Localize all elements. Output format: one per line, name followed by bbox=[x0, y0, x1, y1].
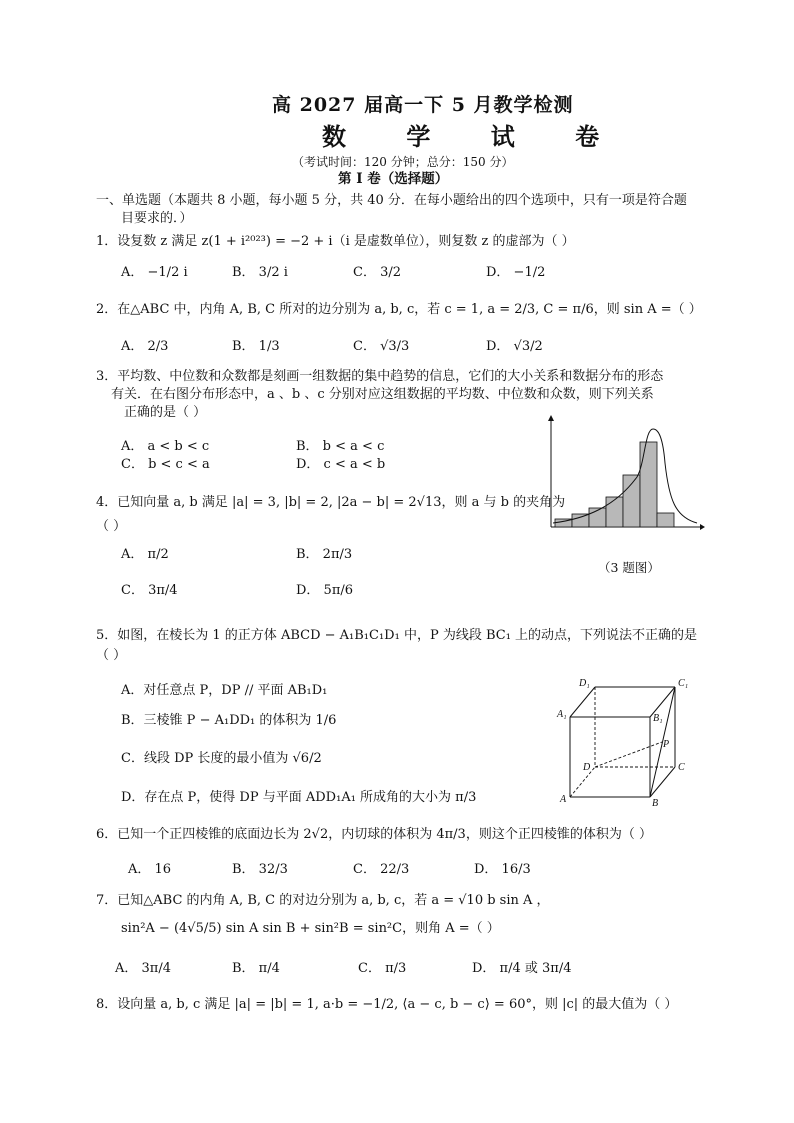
cube-label-c: C bbox=[678, 762, 685, 773]
question-2-option-d: D． √3/2 bbox=[486, 339, 543, 354]
question-1-option-a: A． −1/2 i bbox=[121, 265, 188, 280]
question-6-option-a: A． 16 bbox=[128, 862, 172, 877]
histogram-bar bbox=[657, 513, 674, 527]
question-2-option-c: C． √3/3 bbox=[353, 339, 410, 354]
question-7-option-d: D． π/4 或 3π/4 bbox=[472, 961, 572, 976]
question-5-stem-line1: 5．如图，在棱长为 1 的正方体 ABCD − A₁B₁C₁D₁ 中，P 为线段 BC₁ 上的动点，下列说法不正确的是 bbox=[96, 628, 698, 643]
question-3-option-c: C． b < c < a bbox=[121, 457, 210, 472]
question-3-stem-line2: 有关．在右图分布形态中，a 、b 、c 分别对应这组数据的平均数、中位数和众数，则下列关系 bbox=[111, 387, 654, 402]
question-6-option-d: D． 16/3 bbox=[474, 862, 531, 877]
histogram-bar bbox=[606, 497, 623, 527]
question-1-stem: 1．设复数 z 满足 z(1 + i²⁰²³) = −2 + i（i 是虚数单位），则复数 z 的虚部为（ ） bbox=[96, 234, 575, 249]
question-3-stem-line3: 正确的是（ ） bbox=[124, 405, 207, 420]
cube-label-p: P bbox=[663, 739, 670, 750]
question-4-stem-line1: 4．已知向量 a, b 满足 |a| = 3, |b| = 2, |2a − b| = 2√13，则 a 与 b 的夹角为 bbox=[96, 495, 566, 510]
cube-label-a: A bbox=[560, 794, 567, 805]
question-7-option-c: C． π/3 bbox=[358, 961, 407, 976]
question-6-option-b: B． 32/3 bbox=[232, 862, 288, 877]
cube-label-c1: C₁ bbox=[678, 678, 689, 689]
y-axis-arrow bbox=[548, 415, 554, 421]
question-5-option-d: D．存在点 P，使得 DP 与平面 ADD₁A₁ 所成角的大小为 π/3 bbox=[121, 790, 477, 805]
question-4-option-c: C． 3π/4 bbox=[121, 583, 178, 598]
exam-subject-title: 数 学 试 卷 bbox=[322, 122, 626, 151]
exam-time-info: （考试时间：120 分钟；总分：150 分） bbox=[292, 155, 514, 169]
section1-instructions: 一、单选题（本题共 8 小题，每小题 5 分，共 40 分．在每小题给出的四个选项中，只有一项是符合题 bbox=[96, 193, 687, 208]
question-2-option-b: B． 1/3 bbox=[232, 339, 280, 354]
histogram-bar bbox=[589, 508, 606, 527]
question-1-option-b: B． 3/2 i bbox=[232, 265, 288, 280]
question-6-option-c: C． 22/3 bbox=[353, 862, 410, 877]
question-1-option-c: C． 3/2 bbox=[353, 265, 402, 280]
question-5-option-c: C．线段 DP 长度的最小值为 √6/2 bbox=[121, 751, 322, 766]
question-5-option-b: B．三棱锥 P − A₁DD₁ 的体积为 1/6 bbox=[121, 713, 337, 728]
cube-label-d1: D₁ bbox=[579, 678, 590, 689]
exam-header-title: 高 2027 届高一下 5 月教学检测 bbox=[272, 94, 574, 116]
question-3-option-d: D． c < a < b bbox=[296, 457, 386, 472]
histogram-bar bbox=[572, 514, 589, 527]
question-7-stem-line2: sin²A − (4√5/5) sin A sin B + sin²B = sin²C，则角 A =（ ） bbox=[121, 921, 500, 936]
question-7-stem-line1: 7．已知△ABC 的内角 A, B, C 的对边分别为 a, b, c，若 a = √10 b sin A ， bbox=[96, 893, 550, 908]
question-1-option-d: D． −1/2 bbox=[486, 265, 546, 280]
question-4-option-a: A． π/2 bbox=[121, 547, 169, 562]
question-3-option-a: A． a < b < c bbox=[121, 439, 210, 454]
cube-label-a1: A₁ bbox=[557, 709, 567, 720]
question-8-stem: 8．设向量 a, b, c 满足 |a| = |b| = 1, a·b = −1/2, ⟨a − c, b − c⟩ = 60°，则 |c| 的最大值为（ ） bbox=[96, 997, 678, 1012]
cube-label-d: D bbox=[583, 762, 591, 773]
q5-cube-figure bbox=[555, 675, 695, 810]
histogram-bar bbox=[640, 442, 657, 527]
section-part-title: 第 I 卷（选择题） bbox=[338, 171, 449, 187]
question-4-option-d: D． 5π/6 bbox=[296, 583, 354, 598]
question-3-stem-line1: 3．平均数、中位数和众数都是刻画一组数据的集中趋势的信息，它们的大小关系和数据分布的形态 bbox=[96, 369, 664, 384]
question-3-option-b: B． b < a < c bbox=[296, 439, 385, 454]
question-4-stem-line2: （ ） bbox=[96, 519, 127, 534]
question-2-option-a: A． 2/3 bbox=[121, 339, 169, 354]
question-2-stem: 2．在△ABC 中，内角 A, B, C 所对的边分别为 a, b, c，若 c = 1, a = 2/3, C = π/6，则 sin A =（ ） bbox=[96, 302, 702, 317]
question-7-option-a: A． 3π/4 bbox=[115, 961, 171, 976]
question-5-stem-line2: （ ） bbox=[96, 648, 127, 663]
q3-distribution-figure bbox=[545, 415, 705, 533]
question-6-stem: 6．已知一个正四棱锥的底面边长为 2√2，内切球的体积为 4π/3，则这个正四棱锥的体积为（ ） bbox=[96, 827, 652, 842]
section1-instructions-cont: 目要求的．） bbox=[121, 211, 193, 226]
question-5-option-a: A．对任意点 P，DP // 平面 AB₁D₁ bbox=[121, 683, 328, 698]
cube-label-b: B bbox=[652, 798, 659, 809]
histogram-bar bbox=[623, 475, 640, 527]
question-7-option-b: B． π/4 bbox=[232, 961, 280, 976]
cube-label-b1: B₁ bbox=[653, 713, 663, 724]
q3-figure-caption: （3 题图） bbox=[598, 560, 660, 575]
x-axis-arrow bbox=[700, 524, 705, 530]
question-4-option-b: B． 2π/3 bbox=[296, 547, 353, 562]
